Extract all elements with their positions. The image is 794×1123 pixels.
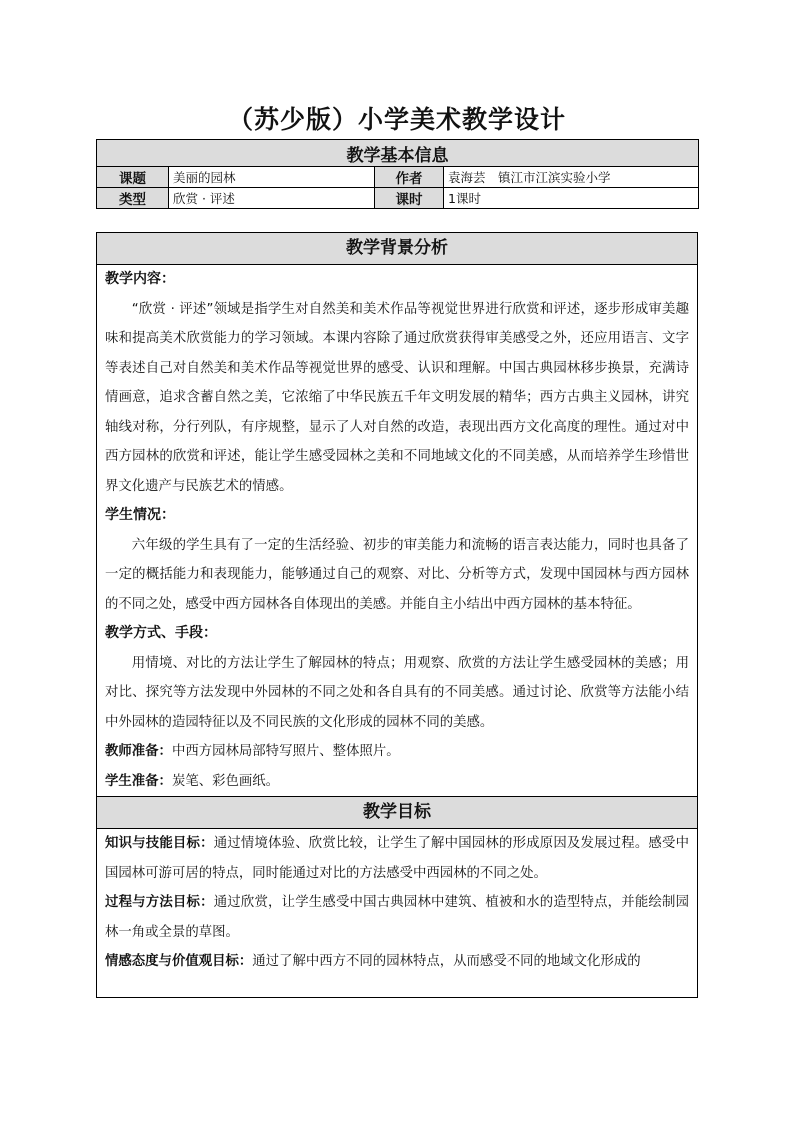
type-label: 类型 — [97, 188, 169, 209]
emotion-goal-text: 通过了解中西方不同的园林特点，从而感受不同的地域文化形成的 — [252, 954, 641, 969]
background-content — [97, 265, 697, 796]
student-prep — [105, 767, 689, 797]
student-heading: 学生情况： — [105, 507, 175, 523]
method-paragraph: 用情境、对比的方法让学生了解园林的特点；用观察、欣赏的方法让学生感受园林的美感；用对比、探究等方法发现中外园林的不同之处和各自具有的不同美感。通过讨论、欣赏等方法能小结中外园林的造园特征以及不同民族的文化形成的园林不同的美感。 — [105, 655, 689, 730]
student-prep-label: 学生准备： — [105, 773, 172, 789]
author-value: 袁海芸 镇江市江滨实验小学 — [444, 167, 699, 188]
topic-value: 美丽的园林 — [169, 167, 375, 188]
knowledge-goal-label: 知识与技能目标： — [105, 836, 214, 851]
analysis-box — [96, 232, 698, 998]
goals-content — [97, 829, 697, 977]
basic-info-header: 教学基本信息 — [97, 140, 699, 167]
author-label: 作者 — [375, 167, 444, 188]
table-row — [97, 188, 699, 209]
process-goal-text: 通过欣赏，让学生感受中国古典园林中建筑、植被和水的造型特点，并能绘制园林一角或全景的草图。 — [105, 895, 689, 940]
emotion-goal-label: 情感态度与价值观目标： — [105, 954, 253, 969]
type-value: 欣赏 · 评述 — [169, 188, 375, 209]
student-paragraph: 六年级的学生具有了一定的生活经验、初步的审美能力和流畅的语言表达能力，同时也具备了一定的概括能力和表现能力，能够通过自己的观察、对比、分析等方式，发现中国园林与西方园林的不同之处，感受中西方园林各自体现出的美感。并能自主小结出中西方园林的基本特征。 — [105, 537, 689, 612]
document-title: （苏少版）小学美术教学设计 — [227, 105, 566, 134]
goals-header: 教学目标 — [97, 796, 697, 829]
process-goal — [105, 888, 689, 947]
knowledge-goal-text: 通过情境体验、欣赏比较，让学生了解中国园林的形成原因及发展过程。感受中国园林可游可居的特点，同时能通过对比的方法感受中西园林的不同之处。 — [105, 836, 689, 881]
student-prep-text: 炭笔、彩色画纸。 — [171, 773, 280, 789]
period-value: 1课时 — [444, 188, 699, 209]
table-row — [97, 167, 699, 188]
teacher-prep — [105, 737, 689, 767]
content-heading: 教学内容： — [105, 271, 175, 287]
basic-info-table — [96, 139, 699, 209]
teacher-prep-text: 中西方园林局部特写照片、整体照片。 — [171, 744, 400, 759]
period-label: 课时 — [375, 188, 444, 209]
emotion-goal — [105, 947, 689, 977]
process-goal-label: 过程与方法目标： — [105, 895, 214, 910]
teacher-prep-label: 教师准备： — [105, 744, 172, 759]
topic-label: 课题 — [97, 167, 169, 188]
method-heading: 教学方式、手段： — [105, 625, 217, 641]
background-header: 教学背景分析 — [97, 233, 697, 265]
knowledge-goal — [105, 829, 689, 888]
content-paragraph: “欣赏 · 评述”领域是指学生对自然美和美术作品等视觉世界进行欣赏和评述，逐步形成审美趣味和提高美术欣赏能力的学习领域。本课内容除了通过欣赏获得审美感受之外，还应用语言、文字等表述自己对自然美和美术作品等视觉世界的感受、认识和理解。中国古典园林移步换景，充满诗情画意，追求含蓄自然之美，它浓缩了中华民族五千年文明发展的精华；西方古典主义园林，讲究轴线对称，分行列队，有序规整，显示了人对自然的改造，表现出西方文化高度的理性。通过对中西方园林的欣赏和评述，能让学生感受园林之美和不同地域文化的不同美感，从而培养学生珍惜世界文化遗产与民族艺术的情感。 — [105, 301, 689, 494]
